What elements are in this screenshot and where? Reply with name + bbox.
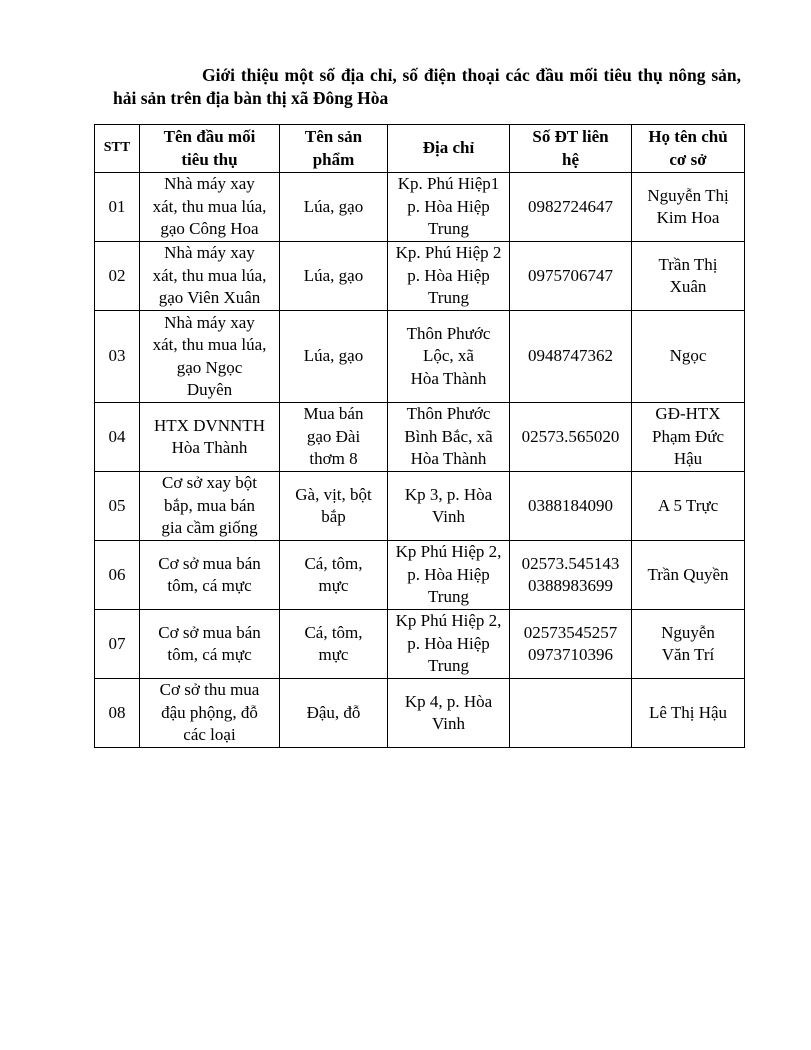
cell-product bbox=[280, 403, 388, 472]
cell-product bbox=[280, 472, 388, 541]
header-owner bbox=[632, 125, 745, 173]
header-stt: STT bbox=[95, 125, 140, 173]
cell-owner-line: Lê Thị Hậu bbox=[648, 702, 728, 722]
cell-address-line: Trung bbox=[428, 219, 469, 239]
cell-address-line: Kp Phú Hiệp 2, bbox=[395, 611, 502, 631]
cell-phone bbox=[510, 541, 632, 610]
cell-stt: 08 bbox=[95, 679, 140, 748]
cell-phone bbox=[510, 472, 632, 541]
cell-address-line: p. Hòa Hiệp bbox=[407, 564, 490, 584]
cell-owner-line: A 5 Trực bbox=[657, 495, 719, 515]
cell-name bbox=[140, 541, 280, 610]
header-owner-line: Họ tên chủ bbox=[648, 127, 728, 146]
cell-product bbox=[280, 679, 388, 748]
cell-owner bbox=[632, 173, 745, 242]
cell-name-line: Nhà máy xay bbox=[164, 243, 255, 263]
cell-name bbox=[140, 610, 280, 679]
cell-address-line: Kp Phú Hiệp 2, bbox=[395, 542, 502, 562]
cell-name-line: gạo Ngọc bbox=[176, 357, 243, 377]
cell-name bbox=[140, 403, 280, 472]
cell-stt: 03 bbox=[95, 311, 140, 403]
cell-product-line: Mua bán bbox=[303, 404, 364, 424]
cell-stt: 06 bbox=[95, 541, 140, 610]
cell-owner-line: Phạm Đức bbox=[651, 426, 724, 446]
cell-owner-line: Ngọc bbox=[669, 346, 707, 366]
header-product bbox=[280, 125, 388, 173]
cell-name-line: Nhà máy xay bbox=[164, 312, 255, 332]
cell-product-line: Lúa, gạo bbox=[303, 346, 364, 366]
cell-product bbox=[280, 242, 388, 311]
cell-address-line: p. Hòa Hiệp bbox=[407, 196, 490, 216]
cell-address-line: Vinh bbox=[432, 507, 465, 526]
cell-owner-line: Trần Quyền bbox=[647, 564, 729, 584]
cell-address-line: Kp. Phú Hiệp 2 bbox=[395, 243, 502, 263]
cell-owner-line: Hậu bbox=[673, 449, 703, 469]
cell-name bbox=[140, 472, 280, 541]
cell-name-line: xát, thu mua lúa, bbox=[152, 196, 267, 216]
cell-phone-line: 0388983699 bbox=[528, 576, 613, 595]
cell-name-line: Cơ sở thu mua bbox=[159, 680, 260, 700]
cell-product-line: Lúa, gạo bbox=[303, 196, 364, 216]
cell-name-line: Hòa Thành bbox=[171, 438, 248, 457]
cell-name-line: xát, thu mua lúa, bbox=[152, 265, 267, 285]
cell-phone bbox=[510, 311, 632, 403]
cell-name-line: HTX DVNNTH bbox=[154, 415, 265, 435]
cell-phone-line: 0975706747 bbox=[528, 265, 613, 285]
cell-name-line: Duyên bbox=[186, 380, 233, 399]
table-row bbox=[95, 311, 745, 403]
cell-name-line: gạo Công Hoa bbox=[160, 219, 259, 239]
cell-address-line: Lộc, xã bbox=[423, 346, 474, 366]
cell-address-line: Kp 3, p. Hòa bbox=[404, 484, 493, 504]
cell-name-line: tôm, cá mực bbox=[167, 576, 252, 595]
header-address: Địa chỉ bbox=[388, 125, 510, 173]
header-phone-line: Số ĐT liên bbox=[532, 127, 609, 146]
cell-address-line: Hòa Thành bbox=[410, 449, 487, 469]
cell-stt: 05 bbox=[95, 472, 140, 541]
cell-name-line: tôm, cá mực bbox=[167, 645, 252, 664]
cell-stt: 07 bbox=[95, 610, 140, 679]
cell-address-line: Kp. Phú Hiệp1 bbox=[397, 174, 500, 194]
cell-address-line: Thôn Phước bbox=[406, 323, 491, 343]
cell-address-line: Trung bbox=[428, 288, 469, 308]
table-body bbox=[95, 173, 745, 748]
cell-stt: 01 bbox=[95, 173, 140, 242]
cell-product-line: Gà, vịt, bột bbox=[295, 484, 372, 504]
cell-phone bbox=[510, 610, 632, 679]
table-row bbox=[95, 610, 745, 679]
cell-address bbox=[388, 472, 510, 541]
cell-name-line: Cơ sở mua bán bbox=[158, 622, 261, 642]
cell-product-line: Đậu, đỗ bbox=[306, 702, 361, 722]
cell-name-line: gạo Viên Xuân bbox=[158, 288, 261, 308]
cell-address-line: Trung bbox=[428, 587, 469, 607]
cell-address bbox=[388, 403, 510, 472]
cell-address-line: Thôn Phước bbox=[406, 404, 491, 424]
cell-name-line: bắp, mua bán bbox=[163, 495, 256, 515]
cell-product bbox=[280, 610, 388, 679]
cell-owner bbox=[632, 242, 745, 311]
cell-product bbox=[280, 311, 388, 403]
cell-owner-line: Trần Thị bbox=[658, 254, 718, 274]
cell-product bbox=[280, 541, 388, 610]
cell-product-line: Cá, tôm, bbox=[304, 553, 363, 573]
header-phone-line: hệ bbox=[562, 149, 579, 169]
cell-phone-line: 02573.545143 bbox=[521, 553, 620, 573]
cell-phone-line: 02573.565020 bbox=[521, 426, 620, 446]
cell-owner-line: Nguyễn Thị bbox=[647, 185, 729, 205]
cell-address-line: Bình Bắc, xã bbox=[404, 426, 493, 446]
cell-name-line: đậu phộng, đỗ bbox=[161, 702, 258, 722]
cell-name-line: gia cầm giống bbox=[161, 518, 258, 538]
cell-name-line: các loại bbox=[183, 725, 236, 745]
table-row bbox=[95, 403, 745, 472]
cell-owner-line: Nguyễn bbox=[661, 622, 715, 642]
cell-name bbox=[140, 173, 280, 242]
cell-address bbox=[388, 679, 510, 748]
cell-address bbox=[388, 311, 510, 403]
cell-phone-line: 0388184090 bbox=[528, 495, 613, 515]
cell-phone bbox=[510, 403, 632, 472]
header-owner-line: cơ sở bbox=[669, 149, 707, 169]
cell-product-line: gạo Đài bbox=[306, 426, 361, 446]
cell-owner bbox=[632, 472, 745, 541]
cell-phone bbox=[510, 679, 632, 748]
cell-name bbox=[140, 242, 280, 311]
cell-product-line: Lúa, gạo bbox=[303, 265, 364, 285]
cell-address-line: Kp 4, p. Hòa bbox=[404, 691, 493, 711]
cell-phone-line: 0948747362 bbox=[528, 346, 613, 366]
table-row bbox=[95, 679, 745, 748]
cell-product bbox=[280, 173, 388, 242]
cell-address-line: Trung bbox=[428, 656, 469, 676]
header-name-line: Tên đầu mối bbox=[163, 127, 256, 146]
header-product-line: phẩm bbox=[312, 149, 355, 169]
header-phone bbox=[510, 125, 632, 173]
header-name-line: tiêu thụ bbox=[181, 149, 238, 169]
cell-address bbox=[388, 173, 510, 242]
cell-owner bbox=[632, 403, 745, 472]
cell-stt: 02 bbox=[95, 242, 140, 311]
cell-phone-line: 02573545257 bbox=[523, 622, 618, 642]
table-row bbox=[95, 173, 745, 242]
cell-owner-line: Xuân bbox=[669, 277, 707, 296]
contacts-table bbox=[94, 124, 745, 748]
cell-phone-line: 0973710396 bbox=[528, 645, 613, 664]
cell-phone bbox=[510, 173, 632, 242]
cell-address-line: p. Hòa Hiệp bbox=[407, 265, 490, 285]
cell-product-line: bắp bbox=[321, 507, 346, 526]
cell-owner bbox=[632, 311, 745, 403]
page-title: Giới thiệu một số địa chỉ, số điện thoại các đầu mối tiêu thụ nông sản, hải sản trên địa bàn thị xã Đông Hòa bbox=[113, 65, 741, 108]
header-name bbox=[140, 125, 280, 173]
cell-owner-line: Kim Hoa bbox=[656, 208, 720, 227]
cell-address-line: Vinh bbox=[432, 714, 465, 733]
cell-name bbox=[140, 679, 280, 748]
cell-name-line: Nhà máy xay bbox=[164, 174, 255, 194]
cell-owner-line: GĐ-HTX bbox=[655, 404, 721, 424]
cell-name-line: xát, thu mua lúa, bbox=[152, 335, 267, 354]
cell-product-line: Cá, tôm, bbox=[304, 622, 363, 642]
table-header-row bbox=[95, 125, 745, 173]
cell-phone-line: 0982724647 bbox=[528, 196, 613, 216]
cell-owner bbox=[632, 541, 745, 610]
table-row bbox=[95, 541, 745, 610]
cell-name-line: Cơ sở mua bán bbox=[158, 553, 261, 573]
cell-phone bbox=[510, 242, 632, 311]
cell-owner bbox=[632, 610, 745, 679]
cell-name bbox=[140, 311, 280, 403]
table-row bbox=[95, 242, 745, 311]
cell-address-line: p. Hòa Hiệp bbox=[407, 633, 490, 653]
cell-stt: 04 bbox=[95, 403, 140, 472]
cell-address bbox=[388, 610, 510, 679]
cell-owner-line: Văn Trí bbox=[661, 645, 715, 664]
cell-owner bbox=[632, 679, 745, 748]
cell-address bbox=[388, 242, 510, 311]
table-row bbox=[95, 472, 745, 541]
cell-address-line: Hòa Thành bbox=[410, 368, 487, 388]
cell-product-line: mực bbox=[318, 576, 349, 595]
cell-name-line: Cơ sở xay bột bbox=[162, 473, 257, 493]
cell-product-line: thơm 8 bbox=[309, 449, 358, 469]
header-product-line: Tên sản bbox=[304, 127, 363, 146]
cell-product-line: mực bbox=[318, 645, 349, 664]
cell-address bbox=[388, 541, 510, 610]
